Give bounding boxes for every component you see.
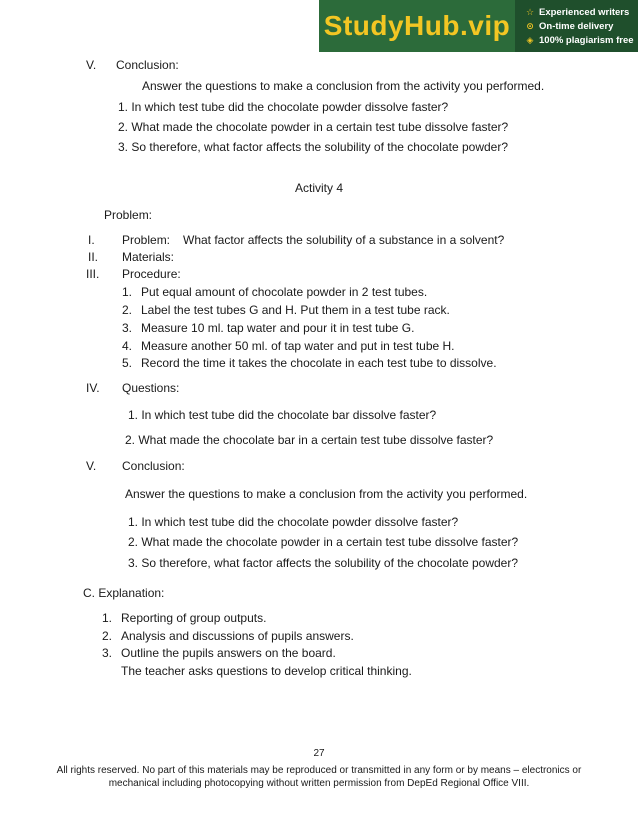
studyhub-banner[interactable] xyxy=(319,0,638,52)
problem-heading: Problem: xyxy=(104,208,153,222)
explanation-item: Outline the pupils answers on the board. xyxy=(121,646,336,660)
conclusion-question: 1. In which test tube did the chocolate powder dissolve faster? xyxy=(118,100,449,114)
procedure-step-number: 5. xyxy=(122,356,133,370)
problem-label: Problem: xyxy=(122,233,171,247)
feature-label: On-time delivery xyxy=(539,20,614,32)
conclusion-question: 2. What made the chocolate powder in a certain test tube dissolve faster? xyxy=(118,120,509,134)
questions-label: Questions: xyxy=(122,381,180,395)
procedure-step: Label the test tubes G and H. Put them in a test tube rack. xyxy=(141,303,450,317)
conclusion-question: 3. So therefore, what factor affects the solubility of the chocolate powder? xyxy=(118,140,509,154)
problem-text: What factor affects the solubility of a substance in a solvent? xyxy=(183,233,505,247)
conclusion-question: 1. In which test tube did the chocolate powder dissolve faster? xyxy=(128,515,459,529)
conclusion-question: 2. What made the chocolate powder in a certain test tube dissolve faster? xyxy=(128,535,519,549)
feature-label: Experienced writers xyxy=(539,6,630,18)
explanation-item-number: 3. xyxy=(102,646,113,660)
activity-question: 2. What made the chocolate bar in a certain test tube dissolve faster? xyxy=(125,433,494,447)
item-numeral: IV. xyxy=(86,381,100,395)
feature-experienced-writers xyxy=(525,7,634,18)
procedure-step-number: 3. xyxy=(122,321,133,335)
conclusion-intro: Answer the questions to make a conclusion from the activity you performed. xyxy=(125,487,528,501)
explanation-item: Analysis and discussions of pupils answers. xyxy=(121,629,354,643)
procedure-label: Procedure: xyxy=(122,267,181,281)
page-number: 27 xyxy=(313,748,325,759)
copyright-line: All rights reserved. No part of this materials may be reproduced or transmitted in any form or by means – electronics or xyxy=(56,765,582,776)
feature-plagiarism-free xyxy=(525,35,634,46)
explanation-heading: C. Explanation: xyxy=(83,586,165,600)
studyhub-logo[interactable]: StudyHub.vip xyxy=(319,0,515,52)
feature-label: 100% plagiarism free xyxy=(539,34,634,46)
item-numeral: V. xyxy=(86,459,97,473)
copyright-line: mechanical including photocopying without written permission from DepEd Regional Office VIII. xyxy=(108,778,530,789)
explanation-note: The teacher asks questions to develop critical thinking. xyxy=(121,664,412,678)
explanation-item: Reporting of group outputs. xyxy=(121,611,267,625)
explanation-item-number: 1. xyxy=(102,611,113,625)
banner-features xyxy=(515,7,634,46)
procedure-step-number: 4. xyxy=(122,339,133,353)
materials-label: Materials: xyxy=(122,250,175,264)
feature-on-time-delivery xyxy=(525,21,634,32)
procedure-step: Put equal amount of chocolate powder in 2 test tubes. xyxy=(141,285,428,299)
item-numeral: II. xyxy=(88,250,99,264)
procedure-step: Record the time it takes the chocolate in each test tube to dissolve. xyxy=(141,356,497,370)
explanation-item-number: 2. xyxy=(102,629,113,643)
item-numeral: III. xyxy=(86,267,100,281)
activity-question: 1. In which test tube did the chocolate bar dissolve faster? xyxy=(128,408,437,422)
conclusion-label: Conclusion: xyxy=(122,459,185,473)
procedure-step-number: 2. xyxy=(122,303,133,317)
star-icon: ☆ xyxy=(525,6,535,17)
clock-icon: ⊙ xyxy=(526,20,534,31)
procedure-step: Measure 10 ml. tap water and pour it in test tube G. xyxy=(141,321,415,335)
item-numeral: I. xyxy=(88,233,95,247)
conclusion-numeral: V. xyxy=(86,58,97,72)
shield-check-icon: ◈ xyxy=(526,34,534,45)
procedure-step-number: 1. xyxy=(122,285,133,299)
procedure-step: Measure another 50 ml. of tap water and put in test tube H. xyxy=(141,339,455,353)
conclusion-question: 3. So therefore, what factor affects the solubility of the chocolate powder? xyxy=(128,556,519,570)
conclusion-intro: Answer the questions to make a conclusion from the activity you performed. xyxy=(142,79,545,93)
conclusion-heading: Conclusion: xyxy=(116,58,179,72)
activity-title: Activity 4 xyxy=(294,181,343,195)
